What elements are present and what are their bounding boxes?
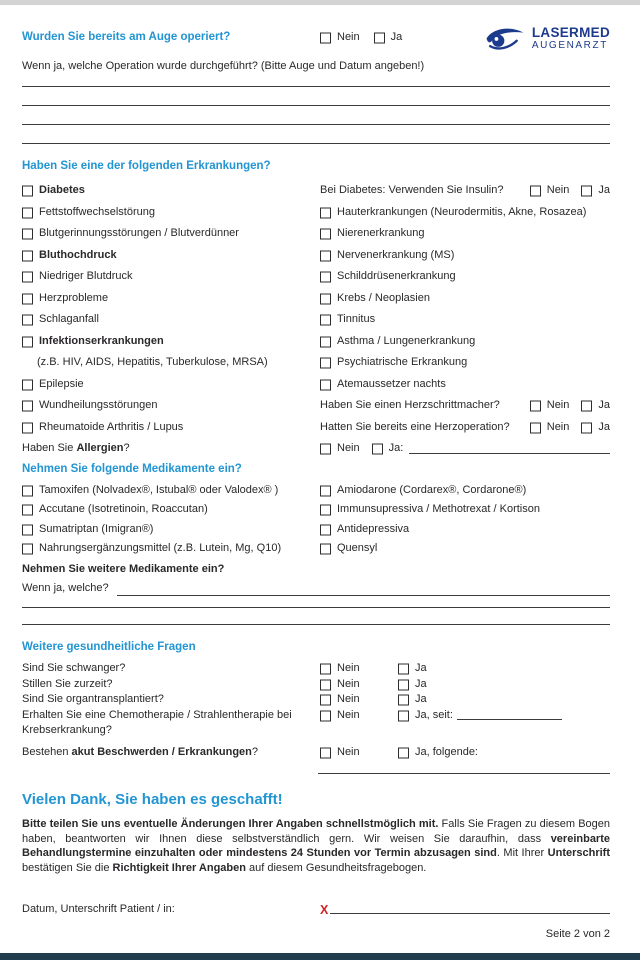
form-row	[22, 288, 320, 310]
checkbox[interactable]	[398, 747, 409, 758]
question-label	[22, 677, 320, 693]
checkbox[interactable]	[320, 485, 331, 496]
form-row	[22, 245, 320, 267]
write-line[interactable]	[22, 143, 610, 144]
form-row	[320, 180, 610, 202]
option-ja[interactable]	[374, 31, 403, 43]
label-text: Sind Sie organtransplantiert?	[22, 693, 164, 705]
checkbox[interactable]	[398, 695, 409, 706]
question-label	[22, 692, 320, 708]
option-label: Nein	[337, 745, 360, 758]
checkbox[interactable]	[320, 524, 331, 535]
thanks-heading: Vielen Dank, Sie haben es geschafft!	[22, 791, 283, 808]
option-ja[interactable]	[398, 692, 610, 708]
label-text: Nahrungsergänzungsmittel (z.B. Lutein, Mg, Q10)	[39, 542, 282, 554]
write-line[interactable]	[457, 710, 562, 720]
option-ja[interactable]	[398, 745, 610, 761]
checkbox[interactable]	[398, 710, 409, 721]
form-row	[22, 180, 320, 202]
paragraph-text: Unterschrift	[547, 847, 610, 860]
option-label: Ja	[415, 677, 427, 690]
form-row	[320, 500, 610, 520]
form-row	[22, 202, 320, 224]
header-row	[22, 24, 610, 52]
option-label: Nein	[546, 184, 570, 196]
row-label	[39, 539, 281, 559]
question-row	[22, 661, 610, 677]
label-text: Haben Sie	[22, 442, 77, 454]
option-label: Nein	[337, 708, 360, 721]
label-text: Wundheilungsstörungen	[39, 399, 158, 411]
row-label	[337, 223, 424, 245]
row-label	[320, 395, 500, 417]
form-row	[22, 331, 320, 353]
row-label	[337, 539, 377, 559]
label-text: Tamoxifen (Nolvadex®, Istubal® oder Valodex® )	[39, 483, 279, 496]
question-label	[22, 708, 320, 739]
checkbox[interactable]	[530, 422, 541, 433]
form-row	[22, 481, 320, 501]
row-label	[39, 288, 108, 310]
option-label: Ja	[598, 420, 610, 433]
option-label: Ja	[598, 184, 610, 196]
label-text: Tinnitus	[337, 313, 376, 325]
option-ja[interactable]	[372, 438, 404, 460]
checkbox[interactable]	[22, 229, 33, 240]
checkbox[interactable]	[320, 379, 331, 390]
option-label: Nein	[546, 420, 570, 433]
option-nein[interactable]	[320, 692, 398, 708]
eye-icon	[485, 25, 525, 52]
label-text: Infektionserkrankungen	[39, 334, 164, 347]
checkbox[interactable]	[320, 679, 331, 690]
checkbox[interactable]	[530, 186, 541, 197]
checkbox[interactable]	[320, 272, 331, 283]
checkbox[interactable]	[320, 544, 331, 555]
medications-right-column	[320, 481, 610, 559]
form-row	[320, 245, 610, 267]
checkbox[interactable]	[320, 293, 331, 304]
checkbox[interactable]	[320, 505, 331, 516]
option-nein[interactable]	[320, 661, 398, 677]
form-row	[320, 331, 610, 353]
row-label	[22, 438, 130, 460]
checkbox[interactable]	[320, 315, 331, 326]
form-page	[0, 24, 640, 941]
label-text: Psychiatrische Erkrankung	[337, 356, 468, 368]
checkbox[interactable]	[22, 336, 33, 347]
row-label	[337, 331, 475, 353]
label-text: ?	[123, 442, 130, 454]
signature-line[interactable]	[330, 913, 610, 914]
lasermed-logo	[485, 25, 610, 52]
signature-x-mark: X	[320, 903, 329, 918]
label-text: Krebs / Neoplasien	[337, 291, 430, 304]
form-row	[320, 539, 610, 559]
row-label	[39, 266, 133, 288]
write-line[interactable]	[22, 624, 610, 625]
option-ja[interactable]	[398, 677, 610, 693]
option-label: Nein	[337, 442, 360, 454]
label-text: Stillen Sie zurzeit?	[22, 677, 113, 690]
paragraph-text: . Mit Ihrer	[496, 847, 548, 860]
medications-columns	[22, 481, 610, 559]
question-label	[22, 661, 320, 677]
row-label	[337, 309, 375, 331]
option-label: Ja	[415, 662, 427, 674]
question-row	[22, 708, 610, 739]
checkbox[interactable]	[22, 524, 33, 535]
row-label	[39, 417, 183, 439]
row-label	[337, 374, 446, 396]
checkbox[interactable]	[320, 358, 331, 369]
row-label	[39, 500, 208, 520]
form-row	[320, 223, 610, 245]
form-row	[22, 223, 320, 245]
more-medications-question: Nehmen Sie weitere Medikamente ein?	[22, 562, 225, 575]
checkbox[interactable]	[22, 186, 33, 197]
label-text: Erhalten Sie eine Chemotherapie / Strahlentherapie bei Krebserkrankung?	[22, 708, 292, 736]
form-row	[22, 309, 320, 331]
if-yes-label: Wenn ja, welche?	[22, 582, 109, 594]
form-row	[22, 520, 320, 540]
label-text: Amiodarone (Cordarex®, Cordarone®)	[337, 483, 527, 496]
form-row	[320, 374, 610, 396]
logo-text	[532, 26, 610, 52]
option-nein[interactable]	[320, 438, 360, 460]
row-label	[39, 520, 153, 540]
checkbox[interactable]	[22, 272, 33, 283]
checkbox[interactable]	[530, 401, 541, 412]
label-text: Quensyl	[337, 542, 378, 554]
row-label	[39, 309, 99, 331]
checkbox[interactable]	[22, 544, 33, 555]
label-text: Antidepressiva	[337, 522, 410, 535]
option-nein[interactable]	[320, 677, 398, 693]
write-line[interactable]	[22, 86, 610, 87]
label-text: Schlaganfall	[39, 313, 99, 325]
label-text: Herzprobleme	[39, 291, 109, 304]
form-row	[320, 395, 610, 417]
row-label	[39, 180, 85, 202]
write-line[interactable]	[22, 607, 610, 608]
signature-row	[22, 902, 610, 916]
form-row	[22, 438, 320, 460]
form-row	[320, 352, 610, 374]
write-line[interactable]	[117, 592, 610, 596]
paragraph-text: Falls Sie Fragen zu diesem Bogen haben, beantworten wir Ihnen diese selbstverständlich gern. Wir weisen Sie daraufhin, dass	[22, 818, 611, 845]
further-questions	[22, 661, 610, 760]
label-text: Haben Sie einen Herzschrittmacher?	[320, 399, 500, 411]
option-label: Ja	[390, 31, 403, 43]
option-label: Ja, folgende:	[415, 745, 478, 758]
option-ja[interactable]	[581, 417, 610, 439]
label-text: Schilddrüsenerkrankung	[337, 270, 456, 282]
row-label	[337, 352, 467, 374]
option-ja[interactable]	[581, 395, 610, 417]
option-nein[interactable]	[530, 417, 570, 439]
label-text: Hauterkrankungen (Neurodermitis, Akne, Rosazea)	[337, 205, 587, 218]
checkbox[interactable]	[320, 747, 331, 758]
checkbox[interactable]	[22, 505, 33, 516]
checkbox[interactable]	[320, 664, 331, 675]
top-divider-bar	[0, 0, 640, 5]
row-label	[39, 331, 164, 353]
option-label: Ja	[415, 693, 427, 705]
label-text: akut Beschwerden / Erkrankungen	[71, 745, 252, 758]
row-label	[39, 223, 239, 245]
write-line[interactable]	[22, 124, 610, 125]
question-label	[22, 745, 320, 761]
paragraph-text: Bitte teilen Sie uns eventuelle Änderungen Ihrer Angaben schnellstmöglich mit.	[22, 818, 439, 830]
label-text: Asthma / Lungenerkrankung	[337, 334, 476, 347]
form-row	[320, 520, 610, 540]
form-row	[320, 438, 610, 460]
further-questions-title: Weitere gesundheitliche Fragen	[22, 641, 196, 653]
row-sublabel: (z.B. HIV, AIDS, Hepatitis, Tuberkulose, MRSA)	[37, 356, 268, 368]
label-text: Bei Diabetes: Verwenden Sie Insulin?	[320, 184, 504, 196]
paragraph-text: Richtigkeit Ihrer Angaben	[112, 861, 246, 874]
option-nein[interactable]	[320, 708, 398, 724]
option-label: Nein	[546, 399, 570, 411]
option-label: Nein	[337, 693, 360, 705]
option-label: Ja, seit:	[415, 708, 453, 721]
checkbox[interactable]	[320, 336, 331, 347]
form-row	[22, 539, 320, 559]
page-number: Seite 2 von 2	[545, 928, 610, 941]
form-row	[22, 395, 320, 417]
option-label: Nein	[337, 662, 360, 674]
option-label: Ja:	[388, 442, 404, 454]
diseases-left-column	[22, 180, 320, 460]
form-row	[320, 288, 610, 310]
form-row	[320, 481, 610, 501]
row-label	[337, 500, 540, 520]
row-label	[39, 374, 84, 396]
row-label	[320, 417, 510, 439]
checkbox[interactable]	[581, 422, 592, 433]
operation-prompt: Wenn ja, welche Operation wurde durchgeführt? (Bitte Auge und Datum angeben!)	[22, 60, 425, 72]
checkbox[interactable]	[22, 250, 33, 261]
form-row	[22, 500, 320, 520]
label-text: Nervenerkrankung (MS)	[337, 248, 455, 261]
checkbox[interactable]	[22, 293, 33, 304]
row-label	[337, 202, 586, 224]
paragraph-text: bestätigen Sie die	[22, 861, 113, 874]
checkbox[interactable]	[320, 695, 331, 706]
checkbox[interactable]	[320, 444, 331, 455]
row-label	[39, 395, 157, 417]
if-yes-row	[22, 581, 610, 596]
logo-subtitle: AUGENARZT	[531, 39, 608, 51]
form-row	[320, 309, 610, 331]
checkbox[interactable]	[22, 315, 33, 326]
option-ja[interactable]	[398, 661, 610, 677]
label-text: Hatten Sie bereits eine Herzoperation?	[320, 420, 510, 433]
eye-surgery-options	[320, 27, 402, 43]
diseases-columns	[22, 180, 610, 460]
label-text: Epilepsie	[39, 377, 84, 390]
label-text: ?	[251, 745, 259, 758]
row-label	[39, 245, 117, 267]
label-text: Accutane (Isotretinoin, Roaccutan)	[39, 503, 208, 515]
checkbox[interactable]	[372, 444, 383, 455]
form-row	[22, 417, 320, 439]
row-label	[337, 245, 454, 267]
row-label	[337, 481, 526, 501]
row-label	[337, 520, 409, 540]
label-text: Sumatriptan (Imigran®)	[39, 522, 154, 535]
label-text: Immunsupressiva / Methotrexat / Kortison	[337, 503, 540, 515]
checkbox[interactable]	[320, 229, 331, 240]
checkbox[interactable]	[398, 664, 409, 675]
form-row	[320, 202, 610, 224]
paragraph-text: vereinbarte Behandlungstermine einzuhalten oder mindestens 24 Stunden vor Termin abzusagen sind	[22, 832, 610, 860]
diseases-section-title: Haben Sie eine der folgenden Erkrankungen?	[22, 160, 271, 172]
logo-title: LASERMED	[531, 24, 610, 40]
checkbox[interactable]	[320, 207, 331, 218]
checkbox[interactable]	[581, 186, 592, 197]
label-text: Allergien	[76, 442, 124, 454]
option-nein[interactable]	[320, 31, 360, 43]
option-nein[interactable]	[320, 745, 398, 761]
label-text: Bluthochdruck	[39, 248, 117, 261]
closing-paragraph	[22, 817, 610, 875]
form-row	[320, 417, 610, 439]
medications-left-column	[22, 481, 320, 559]
checkbox[interactable]	[320, 32, 331, 43]
label-text: Sind Sie schwanger?	[22, 662, 126, 674]
label-text: Nierenerkrankung	[337, 227, 425, 239]
write-line[interactable]	[318, 773, 610, 774]
diseases-right-column	[320, 180, 610, 460]
form-row	[320, 266, 610, 288]
write-line[interactable]	[409, 444, 610, 454]
write-line[interactable]	[22, 105, 610, 106]
checkbox[interactable]	[22, 401, 33, 412]
option-label: Nein	[337, 677, 360, 690]
option-nein[interactable]	[530, 395, 570, 417]
signature-label: Datum, Unterschrift Patient / in:	[22, 903, 175, 916]
bottom-divider-bar	[0, 953, 640, 960]
question-row	[22, 677, 610, 693]
option-nein[interactable]	[530, 180, 570, 202]
row-label	[337, 288, 430, 310]
option-ja[interactable]	[581, 180, 610, 202]
question-row	[22, 745, 610, 761]
checkbox[interactable]	[320, 710, 331, 721]
option-label: Nein	[337, 31, 360, 43]
checkbox[interactable]	[320, 250, 331, 261]
option-label: Ja	[598, 399, 610, 411]
row-label	[320, 180, 503, 202]
checkbox[interactable]	[398, 679, 409, 690]
label-text: Diabetes	[39, 184, 85, 196]
label-text: Atemaussetzer nachts	[337, 377, 446, 390]
label-text: Blutgerinnungsstörungen / Blutverdünner	[39, 227, 239, 239]
medications-section-title: Nehmen Sie folgende Medikamente ein?	[22, 462, 242, 475]
row-label	[39, 481, 278, 501]
label-text: Niedriger Blutdruck	[39, 270, 133, 282]
checkbox[interactable]	[581, 401, 592, 412]
form-row	[22, 266, 320, 288]
eye-surgery-question: Wurden Sie bereits am Auge operiert?	[22, 31, 231, 43]
checkbox[interactable]	[374, 32, 385, 43]
label-text: Bestehen	[22, 745, 72, 758]
form-row	[22, 374, 320, 396]
option-ja[interactable]	[398, 708, 610, 724]
row-label	[39, 202, 155, 224]
checkbox[interactable]	[22, 207, 33, 218]
row-label	[337, 266, 456, 288]
checkbox[interactable]	[22, 379, 33, 390]
paragraph-text: auf diesem Gesundheitsfragebogen.	[245, 861, 427, 874]
label-text: Fettstoffwechselstörung	[39, 205, 155, 218]
checkbox[interactable]	[22, 422, 33, 433]
label-text: Rheumatoide Arthritis / Lupus	[39, 420, 184, 433]
checkbox[interactable]	[22, 485, 33, 496]
question-row	[22, 692, 610, 708]
